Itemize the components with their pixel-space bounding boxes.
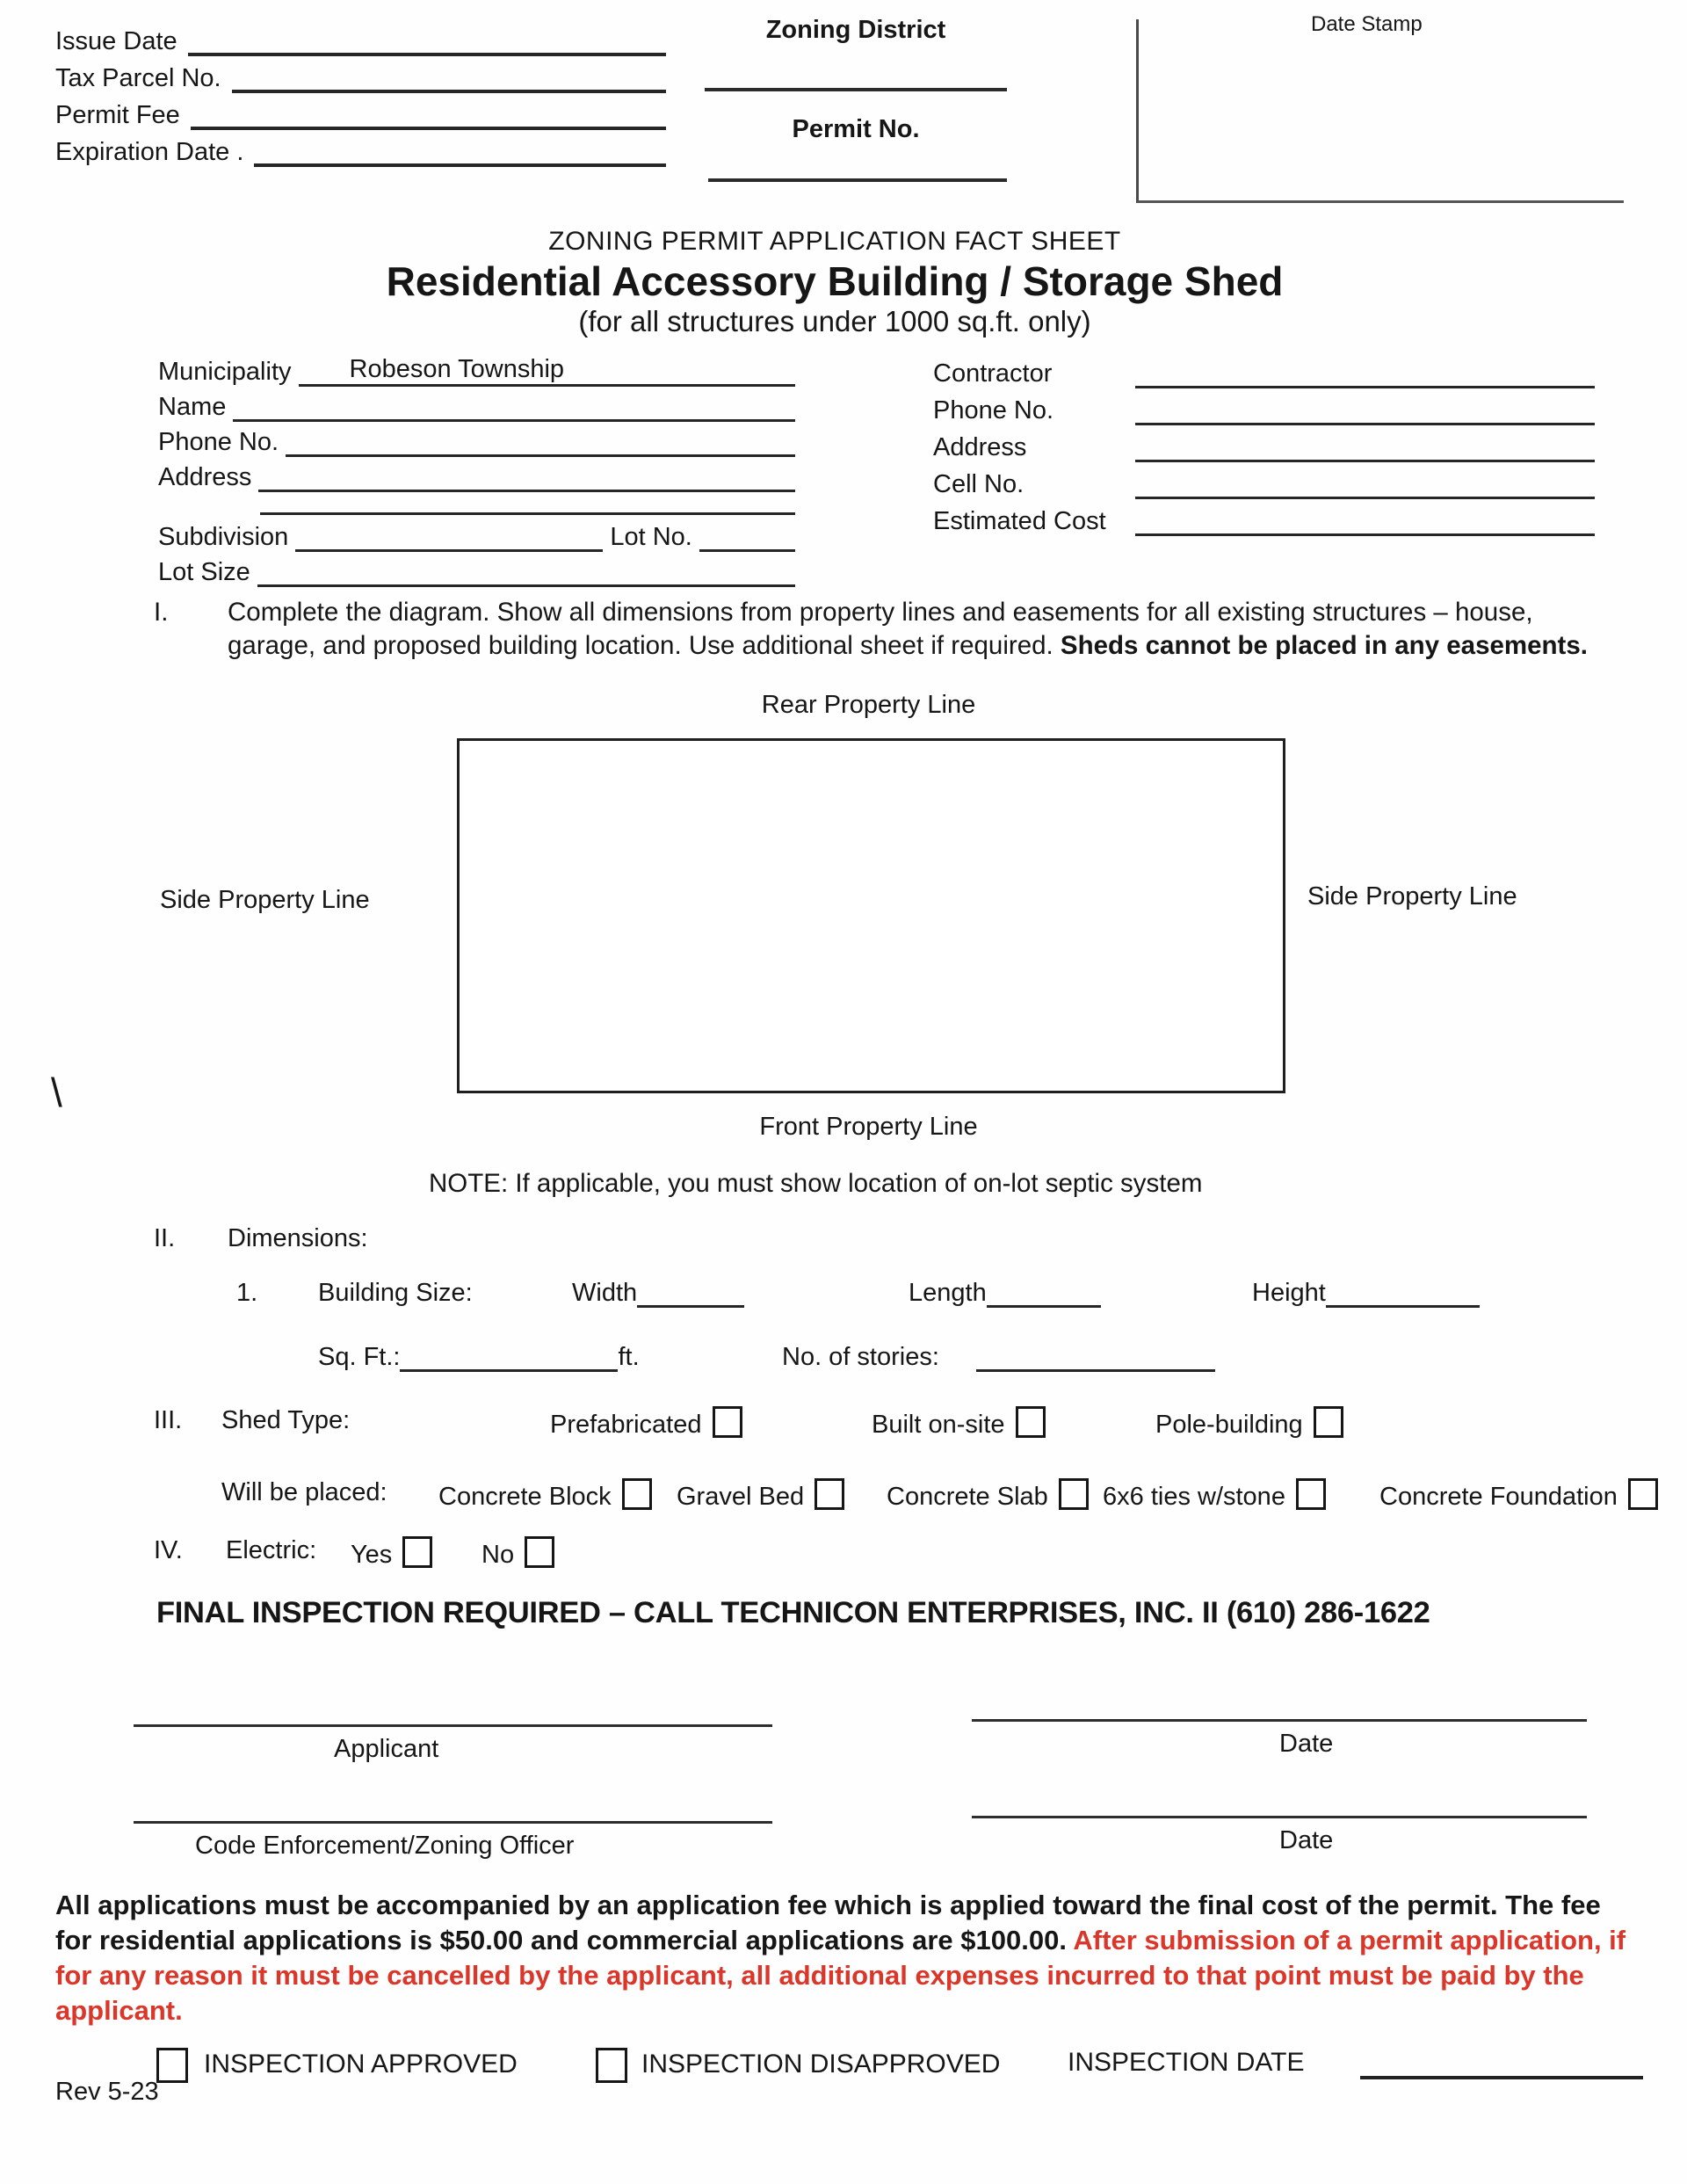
- sqft-field: Sq. Ft.: ft.: [318, 1343, 640, 1371]
- tax-parcel-label: Tax Parcel No.: [55, 64, 221, 92]
- subdivision-row: [158, 515, 795, 552]
- section-1-bold-text: Sheds cannot be placed in any easements.: [1060, 631, 1588, 660]
- expiration-date-line[interactable]: [254, 134, 666, 167]
- section-1: [154, 596, 1604, 663]
- shed-type-label: Shed Type:: [221, 1406, 351, 1434]
- name-line[interactable]: [233, 419, 795, 422]
- contractor-label: Contractor: [933, 359, 1053, 388]
- placement-concrete-foundation: Concrete Foundation: [1379, 1478, 1658, 1512]
- length-line[interactable]: [987, 1286, 1101, 1308]
- shed-type-row: [0, 1406, 1687, 1443]
- name-row: [158, 387, 795, 422]
- municipality-value: Robeson Township: [349, 355, 565, 383]
- electric-label: Electric:: [226, 1536, 317, 1564]
- section-1-numeral: I.: [154, 598, 169, 627]
- lot-no-line[interactable]: [699, 549, 795, 552]
- placement-concrete-slab: Concrete Slab: [887, 1478, 1089, 1512]
- phone-line[interactable]: [286, 454, 795, 457]
- building-size-row: [0, 1279, 1687, 1316]
- contractor-phone-line[interactable]: [1135, 423, 1595, 425]
- municipality-row: [158, 352, 795, 387]
- sqft-line[interactable]: [400, 1350, 618, 1372]
- placement-gravel-bed: Gravel Bed: [677, 1478, 844, 1512]
- estimated-cost-row: [933, 499, 1595, 536]
- height-line[interactable]: [1326, 1286, 1480, 1308]
- contractor-address-line[interactable]: [1135, 460, 1595, 462]
- municipality-label: Municipality: [158, 358, 292, 386]
- cell-no-line[interactable]: [1135, 497, 1595, 499]
- address-line[interactable]: [258, 490, 795, 492]
- issue-date-label: Issue Date: [55, 27, 177, 55]
- height-field: Height: [1252, 1279, 1480, 1308]
- title-block: [264, 227, 1406, 338]
- address-cont-row: [158, 492, 795, 515]
- fee-notice: [55, 1888, 1644, 2028]
- pole-building-checkbox[interactable]: [1314, 1406, 1343, 1438]
- section-3-numeral: III.: [154, 1406, 183, 1434]
- address-row: [158, 457, 795, 492]
- estimated-cost-line[interactable]: [1135, 533, 1595, 536]
- zoning-district-label: Zoning District: [765, 16, 946, 44]
- officer-signature-line[interactable]: [134, 1821, 772, 1824]
- concrete-block-checkbox[interactable]: [622, 1478, 652, 1510]
- front-property-line-label: Front Property Line: [759, 1113, 978, 1141]
- rear-property-line-label: Rear Property Line: [761, 691, 976, 719]
- septic-note: NOTE: If applicable, you must show location of on-lot septic system: [429, 1169, 1203, 1198]
- section-2-heading-row: [154, 1224, 368, 1253]
- placement-concrete-block: Concrete Block: [438, 1478, 652, 1512]
- contractor-phone-label: Phone No.: [933, 396, 1054, 424]
- gravel-bed-checkbox[interactable]: [815, 1478, 844, 1510]
- fee-notice-red-text: After submission of a permit application, if for any reason it must be cancelled by the applicant, all additional expenses incurred to that point must be paid by the applicant.: [55, 1925, 1626, 2026]
- inspection-disapproved-label: INSPECTION DISAPPROVED: [641, 2050, 1001, 2079]
- electric-yes-checkbox[interactable]: [402, 1536, 432, 1568]
- electric-row: [0, 1536, 1687, 1573]
- inspection-date-label: INSPECTION DATE: [1068, 2048, 1305, 2077]
- prefabricated-checkbox[interactable]: [713, 1406, 742, 1438]
- stories-field: No. of stories:: [782, 1343, 1215, 1372]
- applicant-signature-label: Applicant: [334, 1735, 439, 1763]
- subdivision-label: Subdivision: [158, 523, 289, 551]
- concrete-foundation-checkbox[interactable]: [1628, 1478, 1658, 1510]
- contractor-row: [933, 352, 1595, 388]
- applicant-signature-line[interactable]: [134, 1724, 772, 1727]
- cell-no-label: Cell No.: [933, 470, 1025, 498]
- officer-signature-label: Code Enforcement/Zoning Officer: [195, 1832, 575, 1860]
- electric-no: No: [481, 1536, 554, 1570]
- item-number: 1.: [236, 1279, 258, 1307]
- form-title-note: (for all structures under 1000 sq.ft. only): [578, 305, 1091, 337]
- section-2-numeral: II.: [154, 1224, 176, 1252]
- shed-type-prefabricated: Prefabricated: [550, 1406, 742, 1440]
- phone-row: [158, 422, 795, 457]
- applicant-date-line[interactable]: [972, 1719, 1587, 1722]
- cell-no-row: [933, 462, 1595, 499]
- section-2-heading: Dimensions:: [228, 1224, 368, 1252]
- shed-type-pole-building: Pole-building: [1155, 1406, 1343, 1440]
- electric-no-checkbox[interactable]: [525, 1536, 554, 1568]
- expiration-date-label: Expiration Date .: [55, 138, 244, 166]
- estimated-cost-label: Estimated Cost: [933, 507, 1106, 535]
- side-property-line-left-label: Side Property Line: [160, 886, 370, 914]
- section-4-numeral: IV.: [154, 1536, 183, 1564]
- issue-date-row: [55, 23, 666, 56]
- shed-type-built-on-site: Built on-site: [872, 1406, 1046, 1440]
- phone-label: Phone No.: [158, 428, 279, 456]
- stories-line[interactable]: [976, 1350, 1215, 1372]
- length-field: Length: [909, 1279, 1101, 1308]
- name-label: Name: [158, 393, 227, 421]
- contractor-line[interactable]: [1135, 386, 1595, 388]
- form-subtitle: ZONING PERMIT APPLICATION FACT SHEET: [548, 227, 1121, 256]
- municipality-line[interactable]: [299, 355, 796, 387]
- width-field: Width: [572, 1279, 744, 1308]
- placement-6x6-ties: 6x6 ties w/stone: [1103, 1478, 1326, 1512]
- lot-no-label: Lot No.: [610, 523, 692, 551]
- contractor-address-label: Address: [933, 433, 1027, 461]
- lot-size-row: [158, 552, 795, 587]
- address-line-2[interactable]: [260, 512, 795, 515]
- inspection-result-row: [0, 2046, 1687, 2086]
- built-on-site-checkbox[interactable]: [1016, 1406, 1046, 1438]
- permit-fee-row: [55, 97, 666, 130]
- officer-date-line[interactable]: [972, 1816, 1587, 1818]
- officer-date-label: Date: [1279, 1826, 1334, 1854]
- date-stamp-label: Date Stamp: [1311, 12, 1423, 36]
- plot-diagram-box[interactable]: [457, 738, 1285, 1093]
- width-line[interactable]: [637, 1286, 744, 1308]
- form-title: Residential Accessory Building / Storage Shed: [386, 258, 1284, 304]
- applicant-fields: [158, 352, 795, 587]
- concrete-slab-checkbox[interactable]: [1059, 1478, 1089, 1510]
- inspection-date-line[interactable]: [1360, 2076, 1643, 2079]
- placement-row: [0, 1478, 1687, 1515]
- inspection-approved-label: INSPECTION APPROVED: [204, 2050, 518, 2079]
- permit-no-line[interactable]: [708, 178, 1007, 182]
- placement-label: Will be placed:: [221, 1478, 387, 1506]
- issue-date-line[interactable]: [188, 23, 666, 56]
- applicant-date-label: Date: [1279, 1730, 1334, 1758]
- building-size-label: Building Size:: [318, 1279, 473, 1307]
- lot-size-label: Lot Size: [158, 558, 250, 586]
- inspection-approved-checkbox[interactable]: [156, 2048, 188, 2083]
- contractor-address-row: [933, 425, 1595, 462]
- subdivision-line[interactable]: [295, 549, 603, 552]
- inspection-disapproved-checkbox[interactable]: [596, 2048, 627, 2083]
- lot-size-line[interactable]: [257, 584, 795, 587]
- tax-parcel-line[interactable]: [232, 60, 666, 93]
- permit-fee-label: Permit Fee: [55, 101, 180, 129]
- permit-no-label: Permit No.: [792, 115, 920, 143]
- expiration-date-row: [55, 134, 666, 167]
- fee-notice-black-text: All applications must be accompanied by an application fee which is applied toward the final cost of the permit. The fee for residential applications is $50.00 and commercial applications are $100.00.: [55, 1890, 1601, 1955]
- revision-label: Rev 5-23: [55, 2078, 159, 2106]
- ties-wstone-checkbox[interactable]: [1296, 1478, 1326, 1510]
- final-inspection-notice: FINAL INSPECTION REQUIRED – CALL TECHNICON ENTERPRISES, INC. II (610) 286-1622: [156, 1596, 1430, 1629]
- zoning-district-line[interactable]: [705, 88, 1007, 91]
- electric-yes: Yes: [351, 1536, 432, 1570]
- contractor-phone-row: [933, 388, 1595, 425]
- tax-parcel-row: [55, 60, 666, 93]
- contractor-fields: [933, 352, 1595, 536]
- permit-fee-line[interactable]: [191, 97, 666, 130]
- sqft-row: [0, 1343, 1687, 1380]
- address-label: Address: [158, 463, 252, 491]
- side-property-line-right-label: Side Property Line: [1307, 882, 1517, 911]
- section-1-text: Complete the diagram. Show all dimensions from property lines and easements for all existing structures – house, garage, and proposed building location. Use additional sheet if required. Sheds cannot be placed in any easements.: [228, 598, 1588, 660]
- stray-mark: \: [51, 1070, 62, 1115]
- date-stamp-box: [1136, 12, 1624, 203]
